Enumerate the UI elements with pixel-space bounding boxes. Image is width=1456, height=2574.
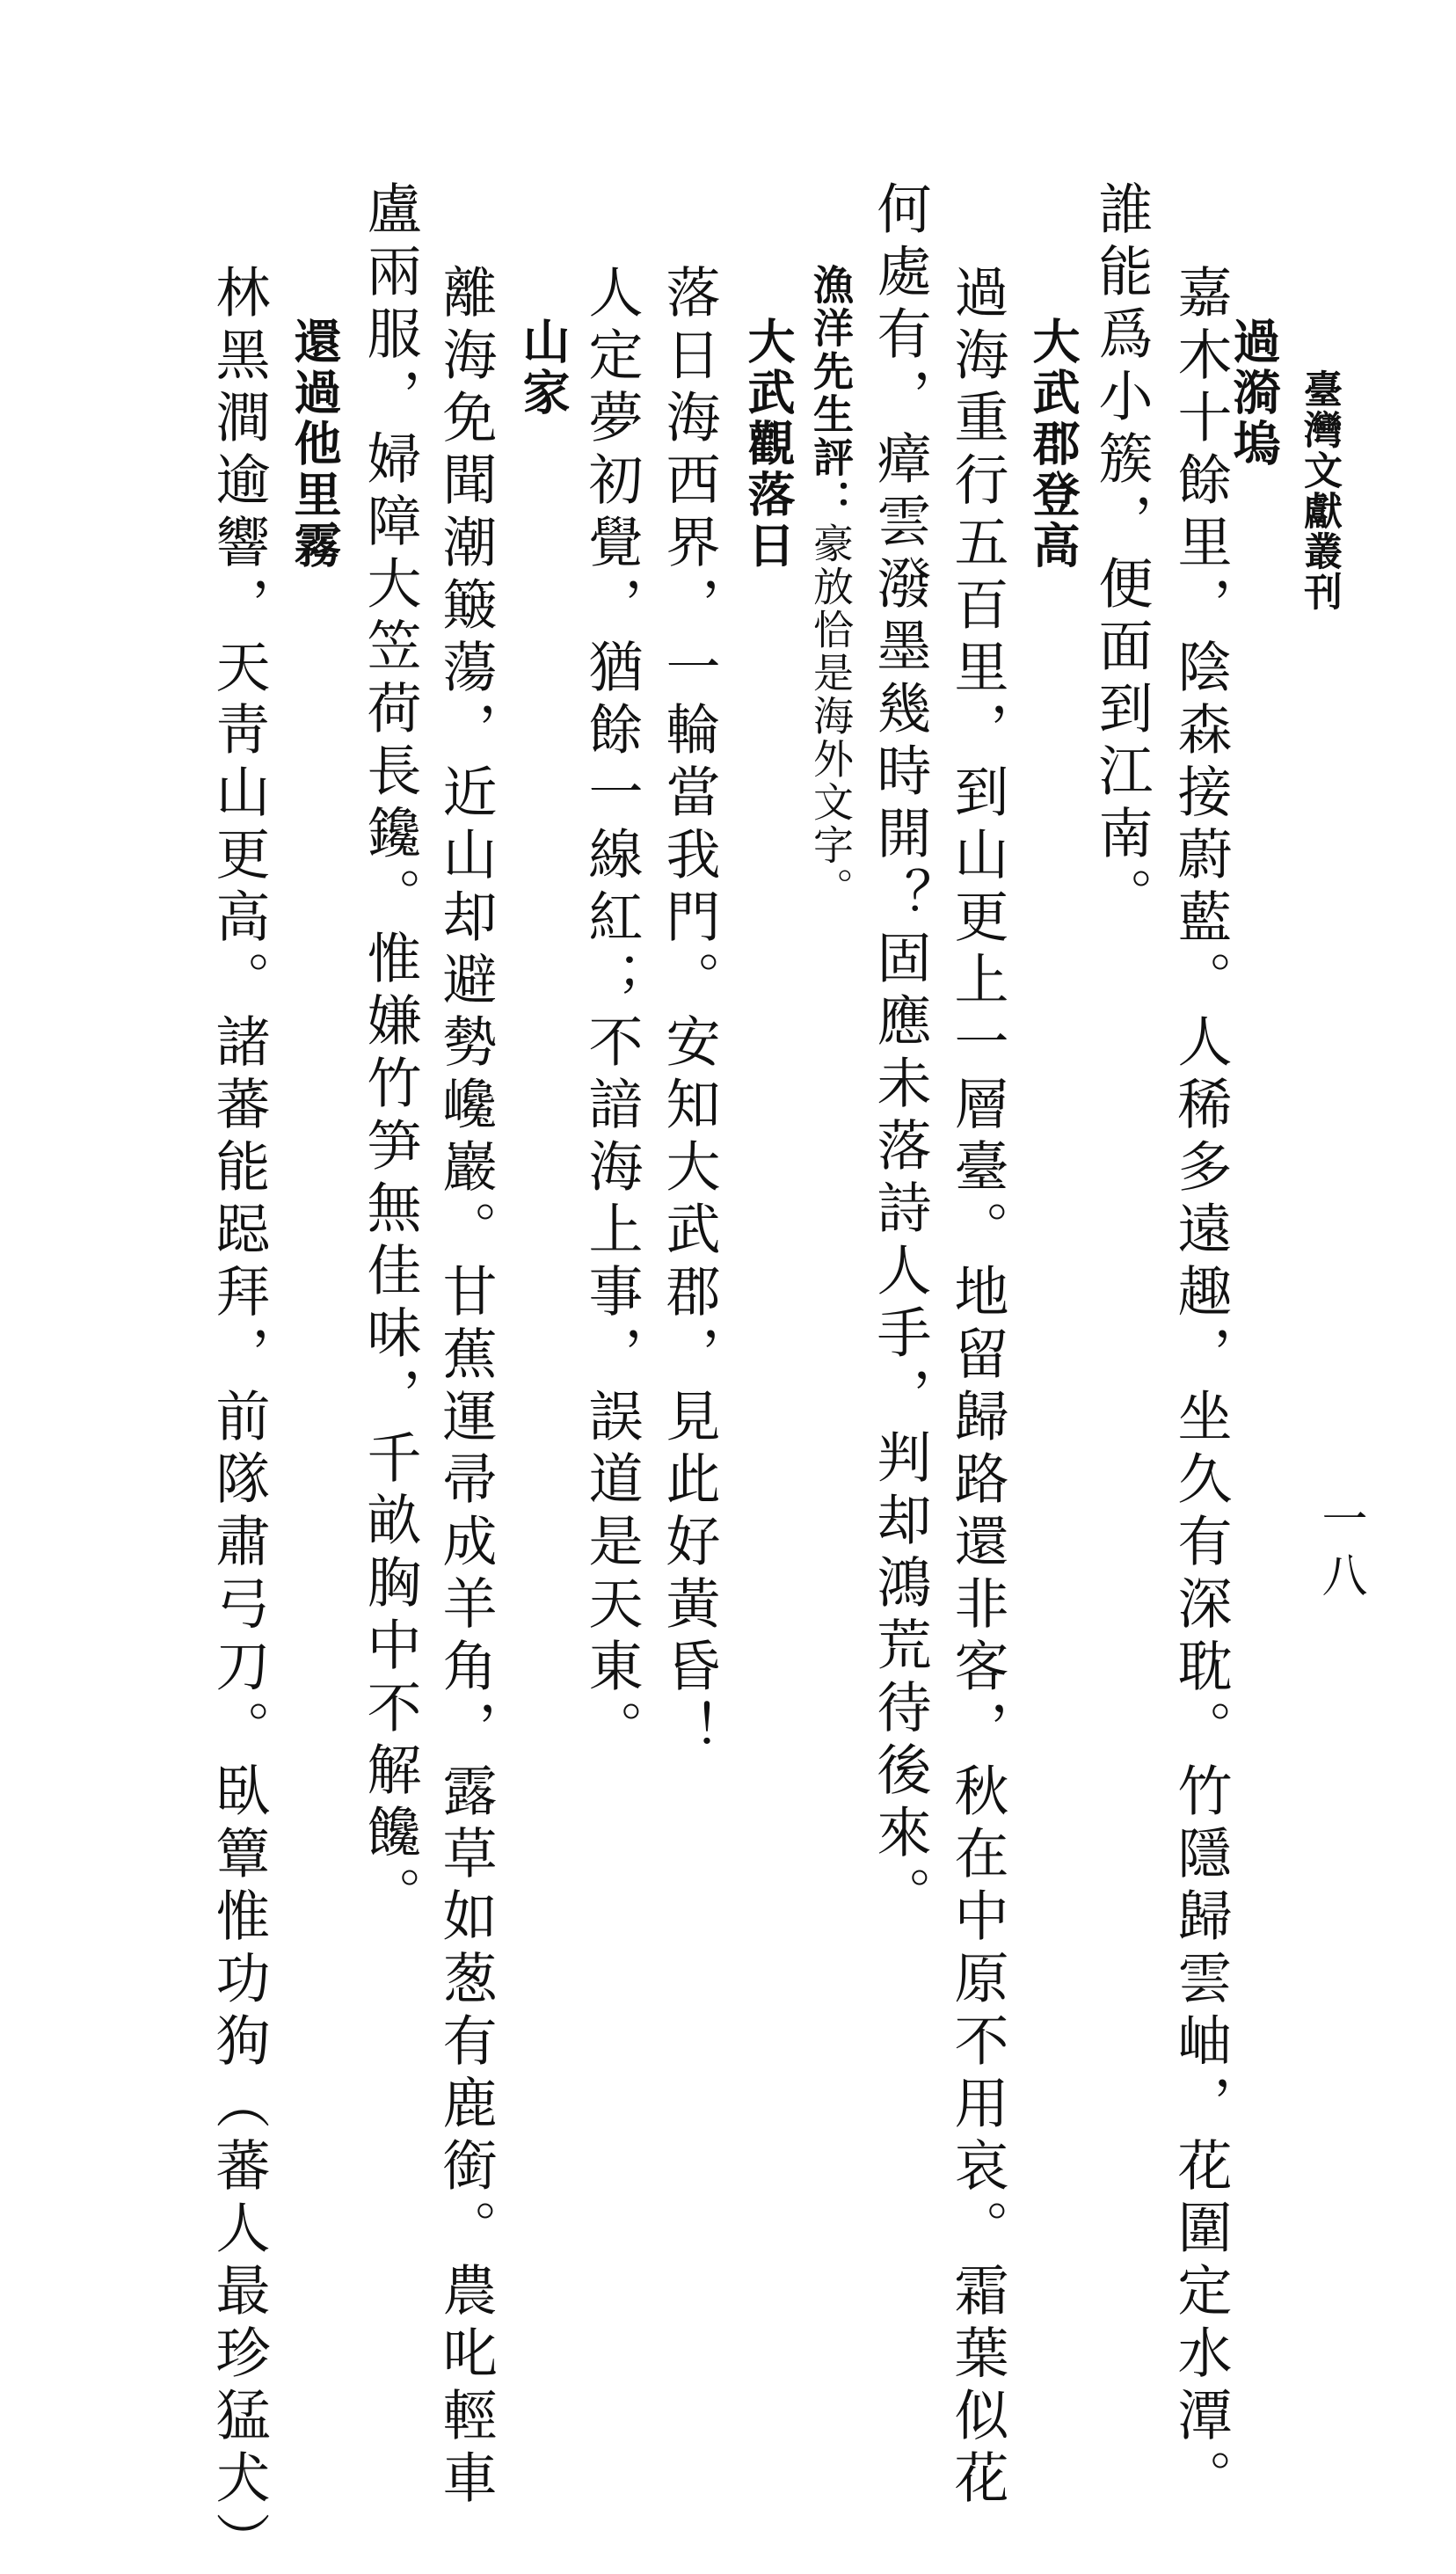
critic-comment-text: 豪放恰是海外文字。 [807,522,855,910]
poem-line: 落日海西界，一輪當我門。安知大武郡，見此好黃昏！ [657,264,721,1762]
poem-line: 誰能爲小簇，便面到江南。 [1089,180,1154,930]
poem-title: 大武郡登高 [1025,317,1081,572]
page-number: 一八 [1314,1495,1366,1608]
poem-title: 過漪塢 [1226,317,1281,470]
poem-line: 離海免聞潮簸蕩，近山却避勢巉巖。甘蕉運帚成羊角，露草如葱有鹿銜。農叱輕車 [433,264,498,2512]
poem-title: 還過他里霧 [287,317,342,572]
poem-line: 嘉木十餘里，陰森接蔚藍。人稀多遠趣，坐久有深耽。竹隱歸雲岫，花圍定水潭。 [1168,264,1233,2512]
poem-line: 人定夢初覺，猶餘一線紅；不諳海上事，誤道是天東。 [579,264,644,1762]
running-title: 臺灣文獻叢刊 [1297,369,1342,612]
poem-line: 過海重行五百里，到山更上一層臺。地留歸路還非客，秋在中原不用哀。霜葉似花 [945,264,1009,2512]
poem-title: 山家 [515,317,571,419]
poem-title: 大武觀落日 [740,317,796,572]
poem-line: 何處有，瘴雲潑墨幾時開？固應未落詩人手，判却鴻荒待後來。 [868,180,932,1929]
critic-comment-label: 漁洋先生評： [807,264,855,522]
critic-comment [807,264,855,910]
poem-line: 林黑澗逾響，天靑山更高。諸蕃能跽拜，前隊肅弓刀。臥簟惟功狗（蕃人最珍猛犬） [207,264,271,2574]
poem-line: 盧兩服，婦障大笠荷長鑱。惟嫌竹笋無佳味，千畝胸中不解饞。 [358,180,422,1929]
